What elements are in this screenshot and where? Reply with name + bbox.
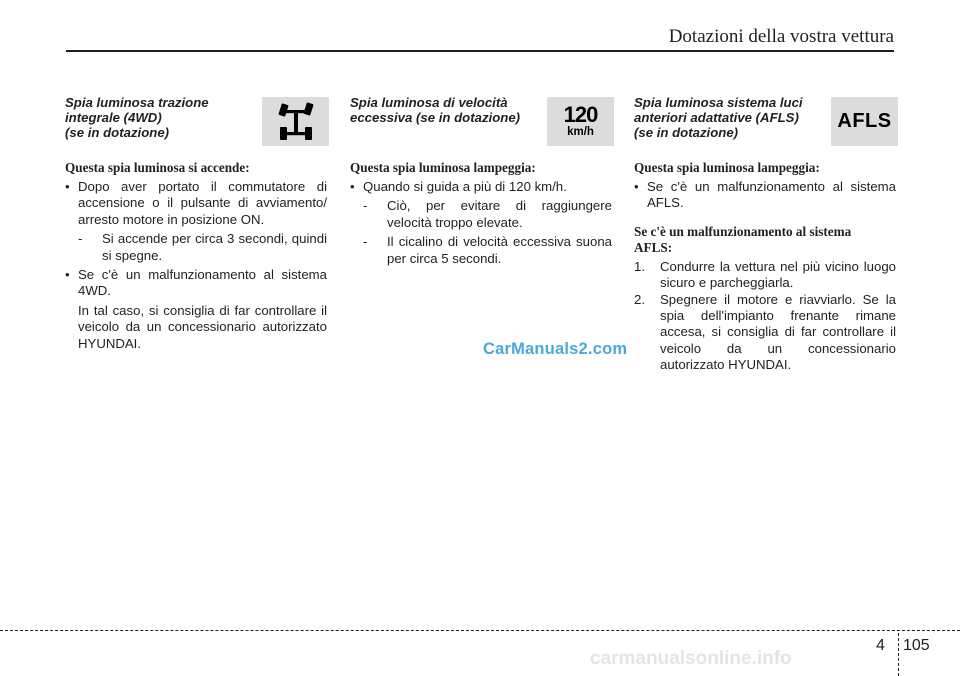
section-subheading-overspeed: Questa spia luminosa lampeggia: (350, 160, 536, 175)
section-4wd (65, 95, 327, 352)
list-item: 1. Condurre la vettura nel più vicino luogo sicuro e parcheggiarla. (634, 258, 896, 291)
page-number: 105 (903, 637, 930, 654)
section-subheading-4wd: Questa spia luminosa si accende: (65, 160, 250, 175)
section-heading-4wd: Spia luminosa trazione integrale (4WD) (se in dotazione) (65, 95, 209, 140)
section-overspeed (350, 95, 612, 267)
footer-separator (898, 633, 899, 676)
section-heading-afls: Spia luminosa sistema luci anteriori adattative (AFLS) (se in dotazione) (634, 95, 803, 140)
section-subheading-afls-malfunction: Se c'è un malfunzionamento al sistema AFLS: (634, 223, 852, 255)
footer-rule (0, 630, 960, 631)
chapter-number: 4 (876, 637, 885, 654)
afls-icon-label: AFLS (837, 110, 892, 132)
section-afls (634, 95, 896, 374)
list-item: - Il cicalino di velocità eccessiva suona per circa 5 secondi. (363, 234, 612, 266)
paragraph: In tal caso, si consiglia di far controllare il veicolo da un concessionario autorizzato HYUNDAI. (78, 302, 327, 351)
section-heading-overspeed: Spia luminosa di velocità eccessiva (se in dotazione) (350, 95, 521, 125)
list-item: - Ciò, per evitare di raggiungere velocità troppo elevate. (363, 198, 612, 230)
section-subheading-afls: Questa spia luminosa lampeggia: (634, 160, 820, 175)
speed-warning-icon (547, 97, 614, 146)
list-item: 2. Spegnere il motore e riavviarlo. Se la spia dell'impianto frenante rimane accesa, si consiglia di far controllare il veicolo da un concessionario autorizzato HYUNDAI. (634, 291, 896, 373)
list-item: • Quando si guida a più di 120 km/h. (350, 179, 612, 195)
speed-icon-value: 120 (563, 102, 598, 128)
speed-icon-unit: km/h (567, 126, 594, 139)
page-header-title: Dotazioni della vostra vettura (668, 26, 894, 47)
list-item: - Si accende per circa 3 secondi, quindi si spegne. (78, 231, 327, 263)
list-item: • Se c'è un malfunzionamento al sistema 4WD. (65, 267, 327, 300)
header-rule (66, 50, 894, 52)
afls-warning-icon (831, 97, 898, 146)
list-item: • Se c'è un malfunzionamento al sistema AFLS. (634, 179, 896, 212)
footer-site-watermark: carmanualsonline.info (590, 648, 792, 669)
4wd-drivetrain-icon (262, 97, 329, 146)
watermark-link[interactable]: CarManuals2.com (483, 340, 628, 358)
list-item: • Dopo aver portato il commutatore di accensione o il pulsante di avviamento/ arresto motore in posizione ON. (65, 179, 327, 228)
